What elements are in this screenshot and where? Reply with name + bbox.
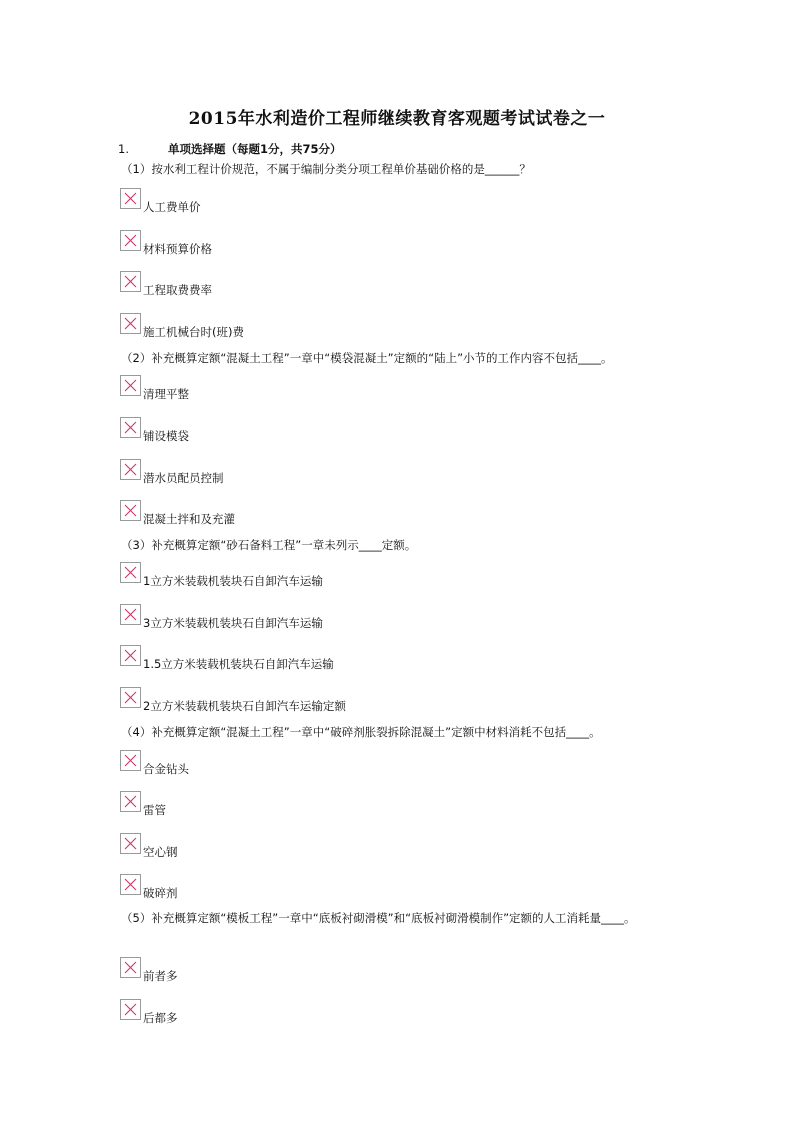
broken-image-icon: [120, 645, 141, 666]
broken-image-icon: [120, 833, 141, 854]
section-heading: [118, 141, 342, 157]
question-2: （2）补充概算定额“混凝土工程”一章中“模袋混凝土”定额的“陆上”小节的工作内容不包括____。: [121, 351, 613, 365]
option-label: 工程取费费率: [143, 283, 212, 297]
option-label: 潜水员配员控制: [143, 471, 224, 485]
broken-image-icon: [120, 750, 141, 771]
question-3: （3）补充概算定额“砂石备料工程”一章未列示____定额。: [121, 538, 417, 552]
option-label: 空心钢: [143, 845, 178, 859]
broken-image-icon: [120, 687, 141, 708]
question-5: （5）补充概算定额“模板工程”一章中“底板衬砌滑模”和“底板衬砌滑模制作”定额的人工消耗量____。: [121, 911, 636, 925]
broken-image-icon: [120, 791, 141, 812]
section-number: 1.: [118, 142, 129, 156]
question-4: （4）补充概算定额“混凝土工程”一章中“破碎剂胀裂拆除混凝土”定额中材料消耗不包括____。: [121, 725, 601, 739]
broken-image-icon: [120, 375, 141, 396]
option-label: 2立方米装载机装块石自卸汽车运输定额: [143, 699, 346, 713]
option-label: 1立方米装载机装块石自卸汽车运输: [143, 574, 323, 588]
option-label: 前者多: [143, 969, 178, 983]
broken-image-icon: [120, 459, 141, 480]
section-label: 单项选择题（每题1分，共75分）: [168, 142, 342, 156]
option-label: 混凝土拌和及充灌: [143, 512, 235, 526]
option-label: 1.5立方米装载机装块石自卸汽车运输: [143, 657, 334, 671]
broken-image-icon: [120, 999, 141, 1020]
broken-image-icon: [120, 874, 141, 895]
broken-image-icon: [120, 271, 141, 292]
option-label: 铺设模袋: [143, 429, 189, 443]
option-label: 雷管: [143, 803, 166, 817]
broken-image-icon: [120, 957, 141, 978]
exam-title: 2015年水利造价工程师继续教育客观题考试试卷之一: [188, 109, 606, 129]
broken-image-icon: [120, 230, 141, 251]
option-label: 清理平整: [143, 387, 189, 401]
option-label: 人工费单价: [143, 200, 201, 214]
broken-image-icon: [120, 188, 141, 209]
broken-image-icon: [120, 417, 141, 438]
broken-image-icon: [120, 604, 141, 625]
option-label: 合金钻头: [143, 762, 189, 776]
option-label: 施工机械台时(班)费: [143, 325, 244, 339]
broken-image-icon: [120, 500, 141, 521]
question-1: （1）按水利工程计价规范，不属于编制分类分项工程单价基础价格的是______？: [121, 162, 531, 176]
option-label: 后都多: [143, 1011, 178, 1025]
broken-image-icon: [120, 562, 141, 583]
option-label: 3立方米装载机装块石自卸汽车运输: [143, 616, 323, 630]
broken-image-icon: [120, 313, 141, 334]
option-label: 破碎剂: [143, 886, 178, 900]
option-label: 材料预算价格: [143, 242, 212, 256]
